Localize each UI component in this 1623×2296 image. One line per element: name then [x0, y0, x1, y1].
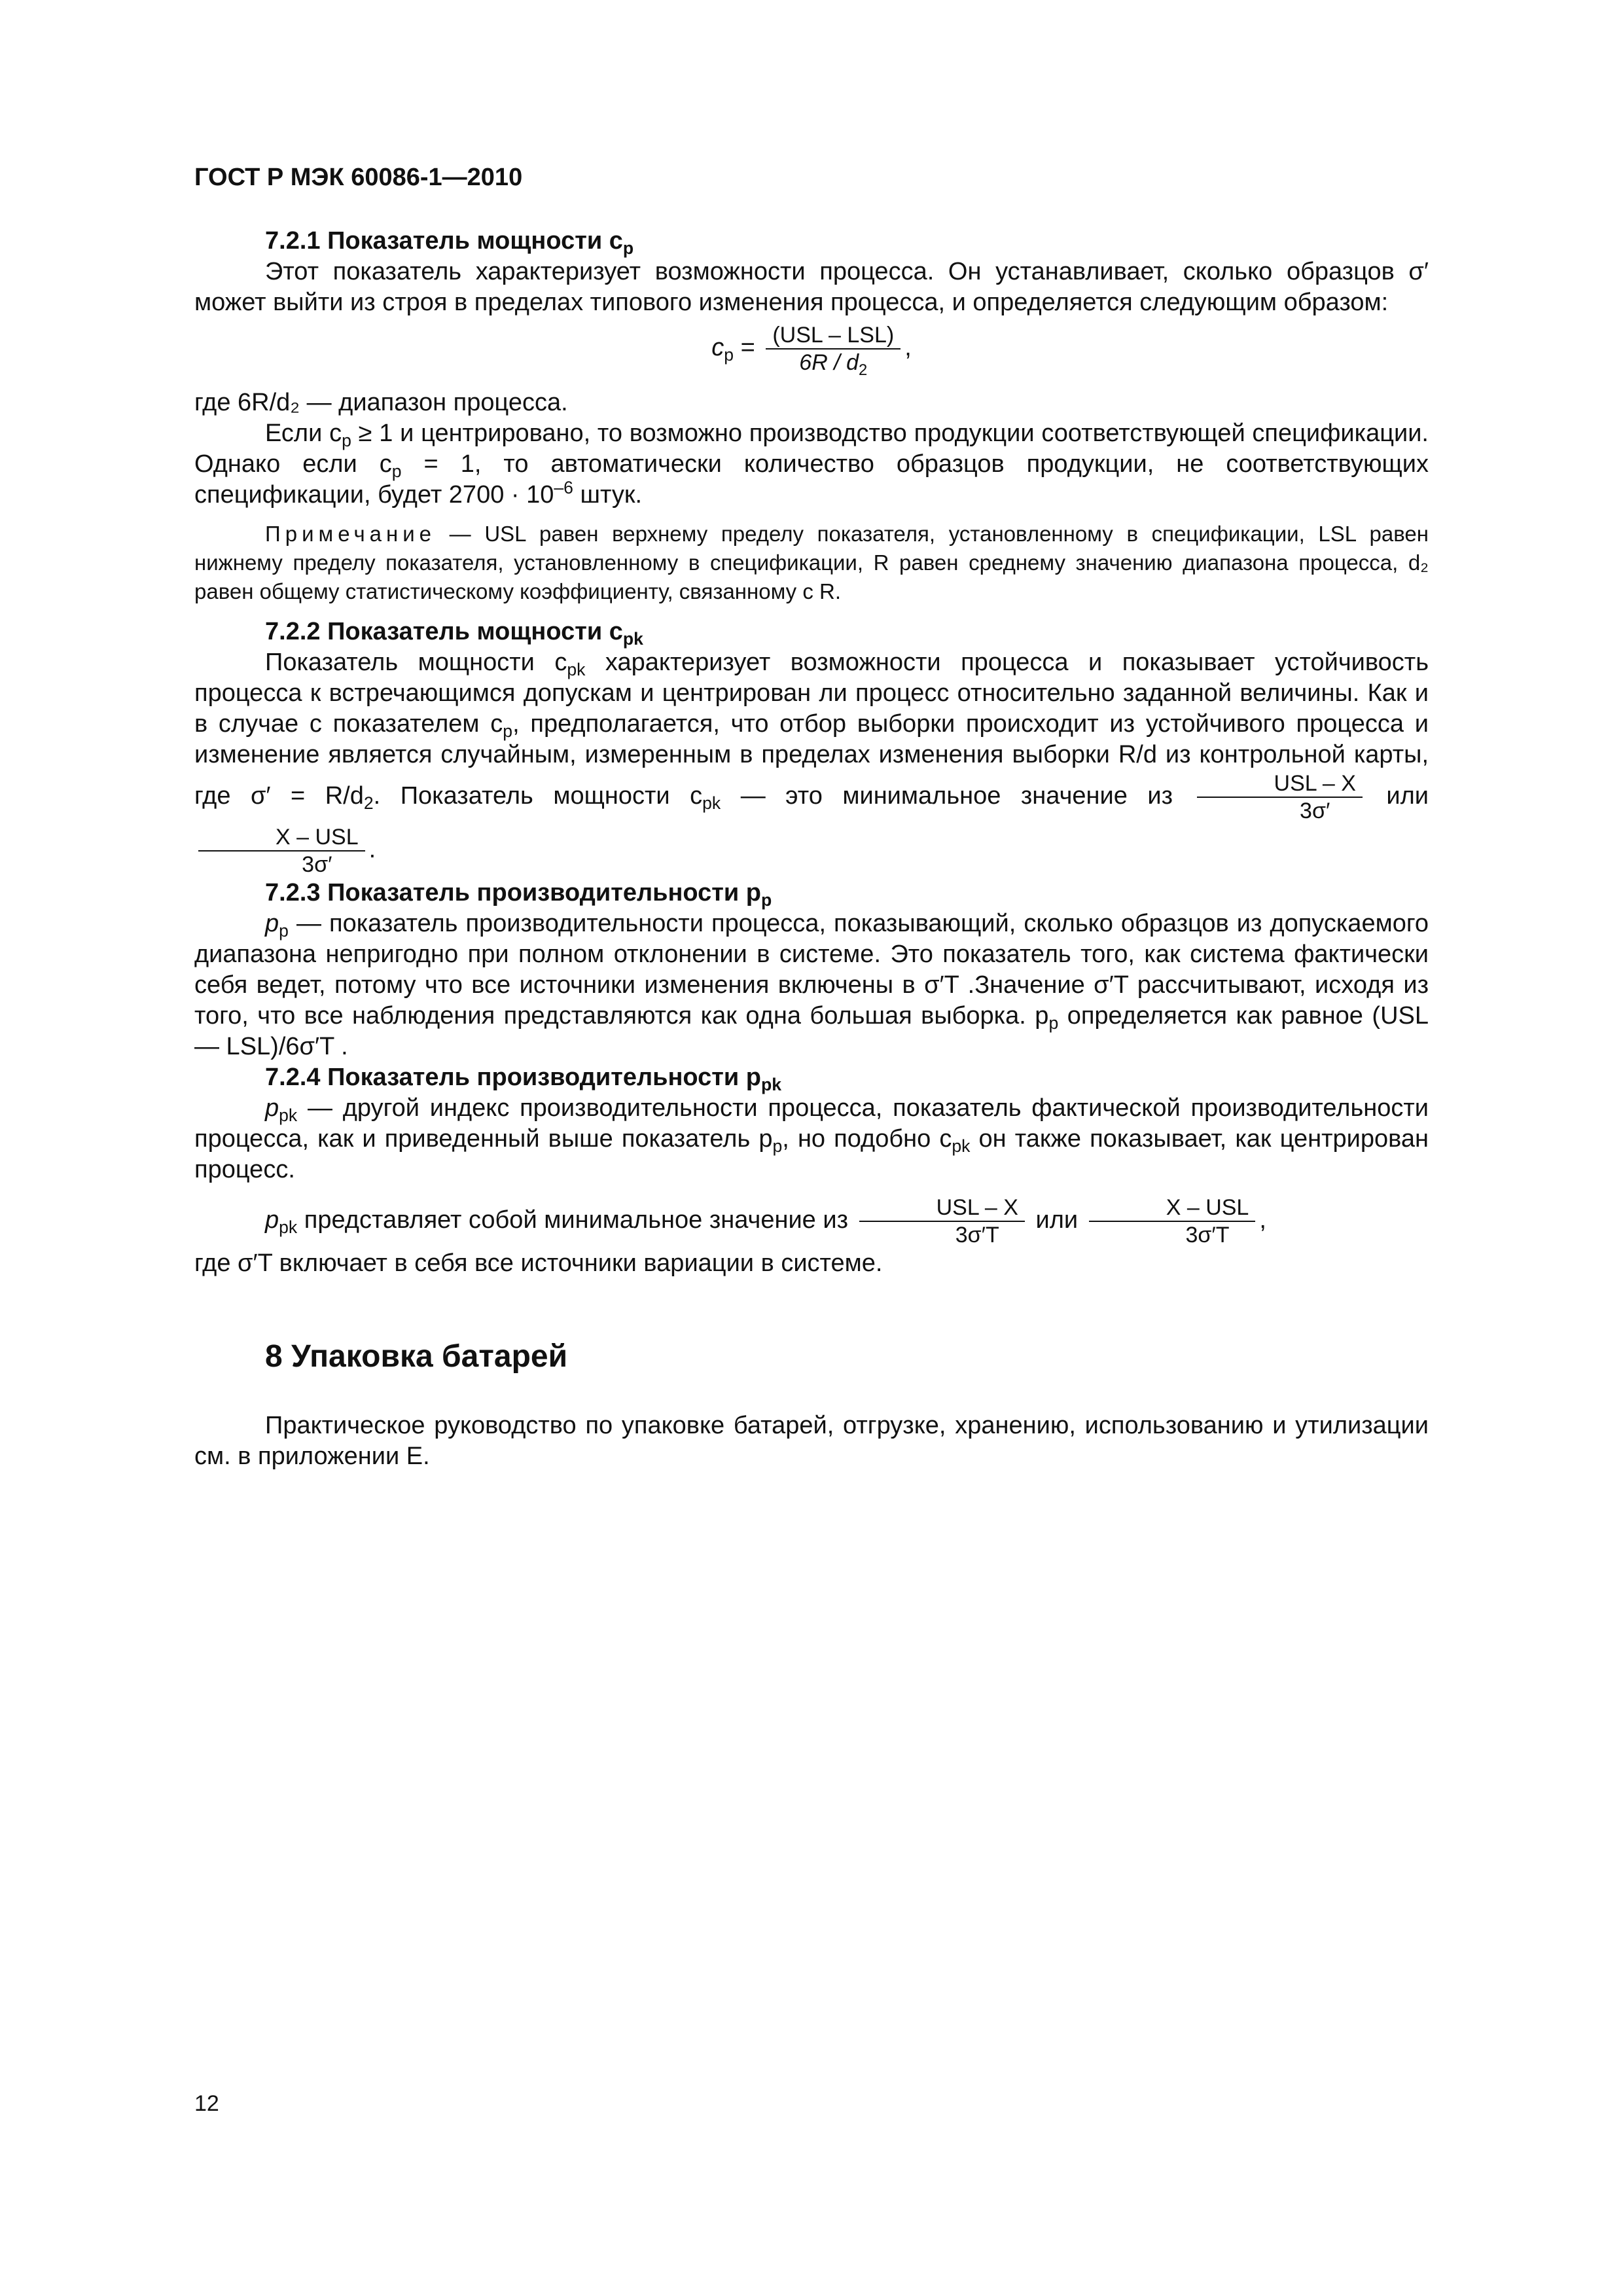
formula-cp: $c_p$ = $\frac{\text{(USL – LSL)}}{6R / d_2}$ ,: [711, 323, 912, 379]
section-7-2-body: [194, 226, 1429, 1279]
paragraph-section-8: Практическое руководство по упаковке батарей, отгрузке, хранению, использованию и утилизации см. в приложении Е.: [194, 1412, 1429, 1470]
paragraph-cp-condition: Если $c_p \ge 1$ и центрировано, то возможно производство продукции соответствующей спецификации. Однако если $c_p = 1$, то автоматически количество образцов продукции, не соответствующих спецификации, будет $2700 \cdot 10^{-6}$ штук.: [194, 420, 1429, 509]
heading-7-2-1: 7.2.1 Показатель мощности $c_p$: [265, 227, 634, 258]
fraction-x-minus-usl-t: $\frac{\text{X – USL}}{3\sigma'T}$: [1089, 1194, 1256, 1248]
paragraph-range: где 6R/d₂ — диапазон процесса.: [194, 389, 568, 416]
fraction-usl-minus-x-t: $\frac{\text{USL – X}}{3\sigma'T}$: [859, 1194, 1025, 1248]
paragraph-7-2-2: Показатель мощности $c_{pk}$ характеризует возможности процесса и показывает устойчивость процесса к встречающимся допускам и центрирован ли процесс относительно заданной величины. Как и в случае с показателем $c_p$, предполагается, что отбор выборки происходит из устойчивого процесса и изменение является случайным, измеренным в пределах изменения выборки R/d из контрольной карты, где $\sigma' = R/d_2$. Показатель мощности $c_{pk}$ — это минимальное значение из $\frac{\text{USL – X}}{3\sigma'}$ или $\frac{\text{X – USL}}{3\sigma'}$ .: [194, 649, 1429, 877]
fraction-x-minus-usl: $\frac{\text{X – USL}}{3\sigma'}$: [198, 824, 365, 878]
section-8-body: [194, 1410, 1429, 1472]
paragraph-7-2-3: $p_p$ — показатель производительности процесса, показывающий, сколько образцов из допускаемого диапазона непригодно при полном отклонении в системе. Это показатель того, как система фактически себя ведет, потому что все источники изменения включены в σ′T .Значение σ′T рассчитывают, исходя из того, что все наблюдения представляются как одна большая выборка. $p_p$ определяется как равное (USL — LSL)/6σ′T .: [194, 910, 1429, 1060]
page-number: 12: [194, 2091, 219, 2116]
heading-7-2-4: 7.2.4 Показатель производительности $p_{pk}$: [265, 1064, 782, 1094]
paragraph-7-2-4: $p_{pk}$ — другой индекс производительности процесса, показатель фактической производительности процесса, как и приведенный выше показатель $p_p$, но подобно $c_{pk}$ он также показывает, как центрирован процесс.: [194, 1094, 1429, 1183]
paragraph-7-2-1-intro: Этот показатель характеризует возможности процесса. Он устанавливает, сколько образцов σ′ может выйти из строя в пределах типового изменения процесса, и определяется следующим образом:: [194, 258, 1429, 316]
fraction-usl-minus-x: $\frac{\text{USL – X}}{3\sigma'}$: [1197, 770, 1363, 824]
heading-7-2-3: 7.2.3 Показатель производительности $p_p$: [265, 879, 772, 910]
paragraph-ppk-min: $p_{pk}$ представляет собой минимальное значение из $\frac{\text{USL – X}}{3\sigma'T}$ или $\frac{\text{X – USL}}{3\sigma'T}$ ,: [265, 1195, 1266, 1247]
heading-7-2-2: 7.2.2 Показатель мощности $c_{pk}$: [265, 618, 643, 649]
paragraph-sigma-t: где σ′T включает в себя все источники вариации в системе.: [194, 1249, 883, 1277]
document-header: ГОСТ Р МЭК 60086-1—2010: [194, 164, 523, 191]
heading-section-8: 8 Упаковка батарей: [265, 1339, 568, 1374]
note-7-2-1: Примечание — USL равен верхнему пределу показателя, установленному в спецификации, LSL равен нижнему пределу показателя, установленному в спецификации, R равен среднему значению диапазона процесса, d₂ равен общему статистическому коэффициенту, связанному с R.: [194, 522, 1429, 603]
